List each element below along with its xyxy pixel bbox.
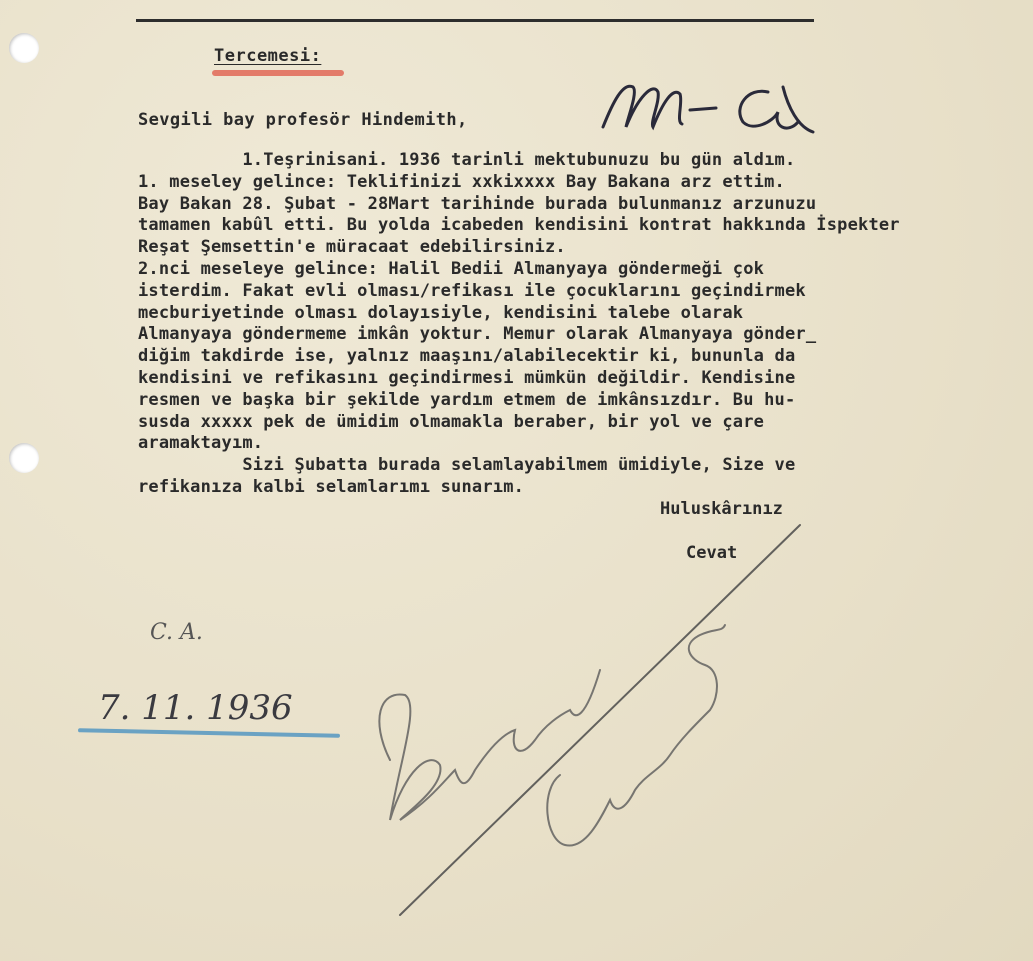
body-line: susda xxxxx pek de ümidim olmamakla beraber, bir yol ve çare [138, 411, 765, 432]
body-line: 1. meseley gelince: Teklifinizi xxkixxxx Bay Bakana arz ettim. [138, 171, 785, 192]
body-line: aramaktayım. [138, 433, 264, 454]
body-line: mecburiyetinde olması dolayısiyle, kendisini talebe olarak [138, 302, 744, 323]
punch-hole-top [9, 33, 39, 63]
punch-hole-bottom [9, 443, 39, 473]
ink-initials-signature [598, 72, 818, 142]
body-line: refikanıza kalbi selamlarımı sunarım. [138, 476, 525, 497]
letter-body [138, 150, 998, 499]
body-line: Reşat Şemsettin'e müracaat edebilirsiniz. [138, 237, 566, 258]
body-line: 2.nci meseleye gelince: Halil Bedii Almanyaya göndermeği çok [138, 258, 765, 279]
body-line: resmen ve başka bir şekilde yardım etmem de imkânsızdır. Bu hu- [138, 389, 796, 410]
body-line: kendisini ve refikasını geçindirmesi mümkün değildir. Kendisine [138, 367, 796, 388]
red-underline-mark [212, 70, 344, 76]
pencil-initials: C. A. [150, 620, 203, 645]
top-rule [136, 19, 814, 22]
body-line: isterdim. Fakat evli olması/refikası ile çocuklarını geçindirmek [138, 280, 806, 301]
body-line: Sizi Şubatta burada selamlayabilmem ümidiyle, Size ve [138, 455, 796, 476]
closing-phrase: Huluskârınız [660, 499, 783, 519]
body-line: 1.Teşrinisani. 1936 tarinli mektubunuzu bu gün aldım. [138, 150, 796, 170]
body-line: Bay Bakan 28. Şubat - 28Mart tarihinde burada bulunmanız arzunuzu [138, 193, 817, 214]
body-line: Almanyaya göndermeme imkân yoktur. Memur olarak Almanyaya gönder_ [138, 324, 817, 345]
salutation: Sevgili bay profesör Hindemith, [138, 110, 468, 130]
body-line: diğim takdirde ise, yalnız maaşını/alabilecektir ki, bununla da [138, 346, 796, 367]
signer-name: Cevat [686, 543, 738, 563]
document-title: Tercemesi: [214, 46, 322, 66]
handwritten-date: 7. 11. 1936 [98, 688, 293, 728]
pencil-signature-scribbles [360, 520, 820, 940]
body-line: tamamen kabûl etti. Bu yolda icabeden kendisini kontrat hakkında İspekter [138, 215, 900, 236]
